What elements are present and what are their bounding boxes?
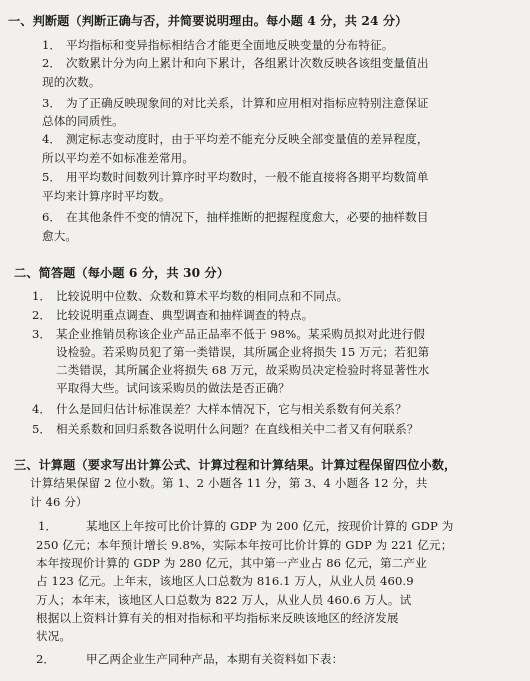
s1-item-2-line-2: 现的次数。 — [42, 75, 101, 89]
s2-item-1-line-1: 比较说明中位数、众数和算术平均数的相同点和不同点。 — [56, 289, 349, 303]
s2-item-2-number: 2． — [32, 308, 51, 322]
section1-heading: 一、判断题（判断正确与否，并简要说明理由。每小题 4 分，共 24 分） — [8, 14, 408, 28]
section2-heading: 二、简答题（每小题 6 分，共 30 分） — [14, 266, 230, 280]
s1-item-5-line-1: 用平均数时间数列计算序时平均数时，一般不能直接将各期平均数简单 — [66, 170, 429, 184]
s1-item-1-number: 1． — [42, 38, 61, 52]
s1-item-4-line-2: 所以平均差不如标准差常用。 — [42, 151, 195, 165]
s3-item-1-line-3: 本年按现价计算的 GDP 为 280 亿元，其中第一产业占 86 亿元，第二产业 — [36, 556, 427, 570]
s3-item-1-line-5: 万人；本年末，该地区人口总数为 822 万人，从业人员 460.6 万人。试 — [36, 593, 412, 607]
s2-item-3-line-2: 设检验。若采购员犯了第一类错误，其所属企业将损失 15 万元；若犯第 — [56, 345, 430, 359]
s2-item-5-number: 5． — [32, 422, 51, 436]
s1-item-3-line-1: 为了正确反映现象间的对比关系，计算和应用相对指标应特别注意保证 — [66, 96, 429, 110]
section3-heading-line-3: 计 46 分） — [30, 495, 88, 509]
s1-item-4-line-1: 测定标志变动度时，由于平均差不能充分反映全部变量值的差异程度， — [66, 132, 429, 146]
s3-item-1-number: 1． — [38, 519, 57, 533]
s1-item-3-number: 3． — [42, 96, 61, 110]
s3-item-1-line-4: 占 123 亿元。上年末，该地区人口总数为 816.1 万人，从业人员 460.9 — [36, 574, 414, 588]
s1-item-2-line-1: 次数累计分为向上累计和向下累计，各组累计次数反映各该组变量值出 — [66, 56, 429, 70]
s1-item-6-line-2: 愈大。 — [42, 229, 78, 243]
s2-item-5-line-1: 相关系数和回归系数各说明什么问题？在直线相关中二者又有何联系？ — [56, 422, 419, 436]
s2-item-3-line-3: 二类错误，其所属企业将损失 68 万元，故采购员决定检验时将显著性水 — [56, 363, 430, 377]
s3-item-1-line-7: 状况。 — [36, 629, 72, 643]
section3-heading-line-1: 三、计算题（要求写出计算公式、计算过程和计算结果。计算过程保留四位小数， — [14, 458, 457, 472]
s2-item-3-number: 3． — [32, 327, 51, 341]
s1-item-2-number: 2． — [42, 56, 61, 70]
s3-item-1-line-1: 某地区上年按可比价计算的 GDP 为 200 亿元，按现价计算的 GDP 为 — [86, 519, 454, 533]
s1-item-1-line-1: 平均指标和变异指标相结合才能更全面地反映变量的分布特征。 — [66, 38, 394, 52]
s1-item-5-number: 5． — [42, 170, 61, 184]
s3-item-2-line-1: 甲乙两企业生产同种产品，本期有关资料如下表： — [86, 652, 344, 666]
section3-heading-line-2: 计算结果保留 2 位小数。第 1、2 小题各 11 分，第 3、4 小题各 12 分，共 — [30, 476, 428, 490]
s2-item-3-line-1: 某企业推销员称该企业产品正品率不低于 98%。某采购员拟对此进行假 — [56, 327, 425, 341]
s1-item-4-number: 4． — [42, 132, 61, 146]
s3-item-1-line-2: 250 亿元；本年预计增长 9.8%，实际本年按可比价计算的 GDP 为 221 亿元； — [36, 538, 453, 552]
s3-item-2-number: 2． — [36, 652, 55, 666]
s1-item-5-line-2: 平均来计算序时平均数。 — [42, 189, 171, 203]
s1-item-6-number: 6． — [42, 210, 61, 224]
s2-item-1-number: 1． — [32, 289, 51, 303]
s1-item-6-line-1: 在其他条件不变的情况下，抽样推断的把握程度愈大，必要的抽样数目 — [66, 210, 429, 224]
s3-item-1-line-6: 根据以上资料计算有关的相对指标和平均指标来反映该地区的经济发展 — [36, 611, 399, 625]
s2-item-4-number: 4． — [32, 402, 51, 416]
s2-item-4-line-1: 什么是回归估计标准误差？大样本情况下，它与相关系数有何关系？ — [56, 402, 407, 416]
s1-item-3-line-2: 总体的同质性。 — [42, 114, 124, 128]
s2-item-2-line-1: 比较说明重点调查、典型调查和抽样调查的特点。 — [56, 308, 314, 322]
s2-item-3-line-4: 平取得大些。试问该采购员的做法是否正确？ — [56, 381, 290, 395]
